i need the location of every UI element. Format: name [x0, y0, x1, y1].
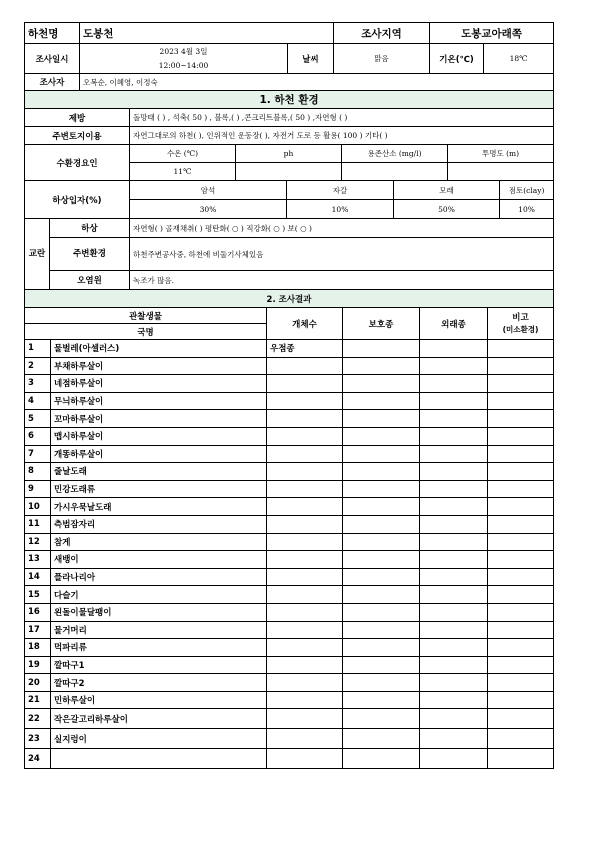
- table-row: [25, 427, 554, 445]
- temperature-value: 18℃: [484, 44, 554, 74]
- species-name: 실지렁이: [51, 729, 267, 749]
- row-number: 6: [25, 427, 51, 445]
- note-cell: [488, 427, 554, 445]
- species-name: 플라나리아: [51, 568, 267, 586]
- note-cell: [488, 463, 554, 481]
- species-name: 민하루살이: [51, 691, 267, 709]
- surround-value: 하천주변공사중, 하천에 비둘기사체있음: [130, 238, 554, 271]
- observed-organism-header: 관찰생물: [25, 308, 267, 324]
- table-row: [25, 533, 554, 551]
- foreign-header: 외래종: [420, 308, 488, 340]
- time-value: 12:00~14:00: [158, 60, 209, 70]
- surveyor-label: 조사자: [25, 74, 80, 91]
- count-cell: [267, 498, 343, 516]
- water-factor-label: 수환경요인: [25, 145, 130, 181]
- foreign-cell: [420, 709, 488, 729]
- note-cell: [488, 709, 554, 729]
- species-name: 물벌레(아셀러스): [51, 340, 267, 358]
- count-cell: [267, 691, 343, 709]
- note-cell: [488, 515, 554, 533]
- protected-cell: [343, 340, 420, 358]
- protected-cell: [343, 480, 420, 498]
- species-name: 측범잠자리: [51, 515, 267, 533]
- bed-value-gravel: 10%: [287, 200, 394, 219]
- table-row: [25, 498, 554, 516]
- species-name: 참게: [51, 533, 267, 551]
- protected-cell: [343, 729, 420, 749]
- row-number: 5: [25, 410, 51, 428]
- foreign-cell: [420, 375, 488, 393]
- streambed-value: 자연형( ) 골재채취( ) 평탄화( ○ ) 직강화( ○ ) 보( ○ ): [130, 219, 554, 238]
- species-name: 다슬기: [51, 586, 267, 604]
- foreign-cell: [420, 533, 488, 551]
- protected-cell: [343, 427, 420, 445]
- protected-cell: [343, 463, 420, 481]
- bed-particle-label: 하상입자(%): [25, 181, 130, 219]
- species-name: 개똥하루살이: [51, 445, 267, 463]
- pollution-value: 녹조가 많음.: [130, 271, 554, 290]
- protected-cell: [343, 603, 420, 621]
- row-number: 9: [25, 480, 51, 498]
- foreign-cell: [420, 463, 488, 481]
- count-cell: [267, 392, 343, 410]
- species-name: 꼬마하루살이: [51, 410, 267, 428]
- date-time-cell: [80, 44, 288, 74]
- note-cell: [488, 691, 554, 709]
- row-number: 2: [25, 357, 51, 375]
- bed-header-sand: 모래: [394, 181, 500, 200]
- note-cell: [488, 340, 554, 358]
- species-name: 깔따구1: [51, 656, 267, 674]
- count-cell: [267, 515, 343, 533]
- count-cell: [267, 480, 343, 498]
- row-number: 8: [25, 463, 51, 481]
- table-row: [25, 340, 554, 358]
- protected-cell: [343, 498, 420, 516]
- species-name: 부채하루살이: [51, 357, 267, 375]
- bed-header-gravel: 자갈: [287, 181, 394, 200]
- note-cell: [488, 357, 554, 375]
- section1-title: 1. 하천 환경: [25, 91, 554, 109]
- note-cell: [488, 621, 554, 639]
- species-name: 줄날도래: [51, 463, 267, 481]
- count-cell: [267, 729, 343, 749]
- survey-sheet: [24, 22, 553, 769]
- table-row: [25, 674, 554, 692]
- bed-value-clay: 10%: [500, 200, 554, 219]
- note-cell: [488, 674, 554, 692]
- protected-cell: [343, 691, 420, 709]
- row-number: 18: [25, 639, 51, 657]
- count-cell: [267, 656, 343, 674]
- foreign-cell: [420, 656, 488, 674]
- table-row: [25, 392, 554, 410]
- river-name-label: 하천명: [25, 23, 80, 44]
- water-header-ph: ph: [236, 145, 342, 163]
- count-cell: [267, 463, 343, 481]
- water-value-ph: [236, 163, 342, 181]
- note-cell: [488, 586, 554, 604]
- row-number: 23: [25, 729, 51, 749]
- surround-label: 주변환경: [50, 238, 130, 271]
- foreign-cell: [420, 729, 488, 749]
- note-cell: [488, 603, 554, 621]
- protected-cell: [343, 586, 420, 604]
- weather-value: 맑음: [334, 44, 430, 74]
- date-label: 조사일시: [25, 44, 80, 74]
- count-cell: [267, 674, 343, 692]
- foreign-cell: [420, 498, 488, 516]
- foreign-cell: [420, 621, 488, 639]
- species-name-header: 국명: [25, 324, 267, 340]
- protected-cell: [343, 392, 420, 410]
- table-row: [25, 568, 554, 586]
- bed-header-rock: 암석: [130, 181, 287, 200]
- species-name: 새뱅이: [51, 551, 267, 569]
- row-number: 19: [25, 656, 51, 674]
- foreign-cell: [420, 480, 488, 498]
- species-name: 작은갈고리하루살이: [51, 709, 267, 729]
- row-number: 11: [25, 515, 51, 533]
- environment-table: [24, 90, 554, 290]
- table-row: [25, 621, 554, 639]
- table-row: [25, 410, 554, 428]
- row-number: 21: [25, 691, 51, 709]
- note-cell: [488, 551, 554, 569]
- foreign-cell: [420, 674, 488, 692]
- row-number: 7: [25, 445, 51, 463]
- water-header-temp: 수온 (℃): [130, 145, 236, 163]
- table-row: [25, 551, 554, 569]
- note-cell: [488, 533, 554, 551]
- protected-header: 보호종: [343, 308, 420, 340]
- note-cell: [488, 729, 554, 749]
- count-cell: [267, 533, 343, 551]
- note-header: 비고: [512, 312, 529, 323]
- table-row: [25, 463, 554, 481]
- species-name: 가시우묵날도래: [51, 498, 267, 516]
- note-cell: [488, 749, 554, 769]
- protected-cell: [343, 639, 420, 657]
- count-cell: [267, 427, 343, 445]
- note-cell: [488, 410, 554, 428]
- foreign-cell: [420, 586, 488, 604]
- table-row: [25, 480, 554, 498]
- count-cell: [267, 709, 343, 729]
- table-row: [25, 586, 554, 604]
- land-use-value: 자연그대로의 하천( ), 인위적인 운동장( ), 자전거 도로 등 활용( 100 ) 기타( ): [130, 127, 554, 145]
- count-cell: [267, 621, 343, 639]
- temperature-label: 기온(℃): [430, 44, 484, 74]
- row-number: 4: [25, 392, 51, 410]
- note-cell: [488, 639, 554, 657]
- water-value-temp: 11℃: [130, 163, 236, 181]
- species-name: 무늬하루살이: [51, 392, 267, 410]
- count-cell: [267, 551, 343, 569]
- disturbance-label: 교란: [25, 219, 50, 290]
- count-cell: [267, 749, 343, 769]
- count-header: 개체수: [267, 308, 343, 340]
- protected-cell: [343, 568, 420, 586]
- species-name: 왼돌이물달팽이: [51, 603, 267, 621]
- table-row: [25, 375, 554, 393]
- row-number: 13: [25, 551, 51, 569]
- table-row: [25, 603, 554, 621]
- note-subheader: (미소환경): [502, 324, 539, 334]
- count-cell: [267, 357, 343, 375]
- row-number: 16: [25, 603, 51, 621]
- row-number: 15: [25, 586, 51, 604]
- species-name: 먹파리류: [51, 639, 267, 657]
- foreign-cell: [420, 749, 488, 769]
- table-row: [25, 729, 554, 749]
- species-name: 맵시하루살이: [51, 427, 267, 445]
- row-number: 1: [25, 340, 51, 358]
- protected-cell: [343, 515, 420, 533]
- species-name: [51, 749, 267, 769]
- protected-cell: [343, 621, 420, 639]
- row-number: 10: [25, 498, 51, 516]
- region-value: 도봉교아래쪽: [430, 23, 554, 44]
- foreign-cell: [420, 603, 488, 621]
- water-value-transparency: [448, 163, 554, 181]
- count-cell: [267, 639, 343, 657]
- water-header-transparency: 투명도 (m): [448, 145, 554, 163]
- count-cell: 우점종: [267, 340, 343, 358]
- foreign-cell: [420, 639, 488, 657]
- table-row: [25, 445, 554, 463]
- note-cell: [488, 568, 554, 586]
- count-cell: [267, 603, 343, 621]
- count-cell: [267, 410, 343, 428]
- row-number: 12: [25, 533, 51, 551]
- row-number: 22: [25, 709, 51, 729]
- results-body: [25, 340, 554, 769]
- foreign-cell: [420, 515, 488, 533]
- region-label: 조사지역: [334, 23, 430, 44]
- protected-cell: [343, 656, 420, 674]
- table-row: [25, 749, 554, 769]
- table-row: [25, 515, 554, 533]
- note-cell: [488, 375, 554, 393]
- land-use-label: 주변토지이용: [25, 127, 130, 145]
- bed-header-clay: 점토(clay): [500, 181, 554, 200]
- protected-cell: [343, 551, 420, 569]
- bed-value-sand: 50%: [394, 200, 500, 219]
- protected-cell: [343, 445, 420, 463]
- foreign-cell: [420, 551, 488, 569]
- foreign-cell: [420, 568, 488, 586]
- row-number: 24: [25, 749, 51, 769]
- protected-cell: [343, 749, 420, 769]
- species-name: 네점하루살이: [51, 375, 267, 393]
- count-cell: [267, 445, 343, 463]
- embankment-value: 돌망태 ( ) , 석축( 50 ) , 블록,( ) ,콘크리트블록,( 50 ) ,자연형 ( ): [130, 109, 554, 127]
- species-name: 민강도래류: [51, 480, 267, 498]
- foreign-cell: [420, 357, 488, 375]
- row-number: 17: [25, 621, 51, 639]
- table-row: [25, 691, 554, 709]
- streambed-label: 하상: [50, 219, 130, 238]
- table-row: [25, 639, 554, 657]
- count-cell: [267, 568, 343, 586]
- species-name: 깔따구2: [51, 674, 267, 692]
- protected-cell: [343, 375, 420, 393]
- date-value: 2023 4월 3일: [159, 46, 208, 56]
- species-name: 물거머리: [51, 621, 267, 639]
- protected-cell: [343, 709, 420, 729]
- bed-value-rock: 30%: [130, 200, 287, 219]
- water-value-do: [342, 163, 448, 181]
- count-cell: [267, 586, 343, 604]
- weather-label: 날씨: [288, 44, 334, 74]
- foreign-cell: [420, 340, 488, 358]
- table-row: [25, 656, 554, 674]
- count-cell: [267, 375, 343, 393]
- protected-cell: [343, 674, 420, 692]
- surveyor-value: 오복순, 이혜영, 이정숙: [80, 74, 554, 91]
- section2-title: 2. 조사결과: [25, 290, 554, 308]
- header-table: [24, 22, 554, 91]
- foreign-cell: [420, 410, 488, 428]
- foreign-cell: [420, 445, 488, 463]
- protected-cell: [343, 533, 420, 551]
- foreign-cell: [420, 691, 488, 709]
- note-cell: [488, 480, 554, 498]
- foreign-cell: [420, 427, 488, 445]
- table-row: [25, 709, 554, 729]
- protected-cell: [343, 357, 420, 375]
- foreign-cell: [420, 392, 488, 410]
- river-name-value: 도봉천: [80, 23, 334, 44]
- row-number: 20: [25, 674, 51, 692]
- note-cell: [488, 656, 554, 674]
- note-header-cell: [488, 308, 554, 340]
- results-table: [24, 289, 554, 769]
- table-row: [25, 357, 554, 375]
- note-cell: [488, 445, 554, 463]
- note-cell: [488, 498, 554, 516]
- pollution-label: 오염원: [50, 271, 130, 290]
- note-cell: [488, 392, 554, 410]
- row-number: 3: [25, 375, 51, 393]
- water-header-do: 용존산소 (mg/l): [342, 145, 448, 163]
- protected-cell: [343, 410, 420, 428]
- embankment-label: 제방: [25, 109, 130, 127]
- row-number: 14: [25, 568, 51, 586]
